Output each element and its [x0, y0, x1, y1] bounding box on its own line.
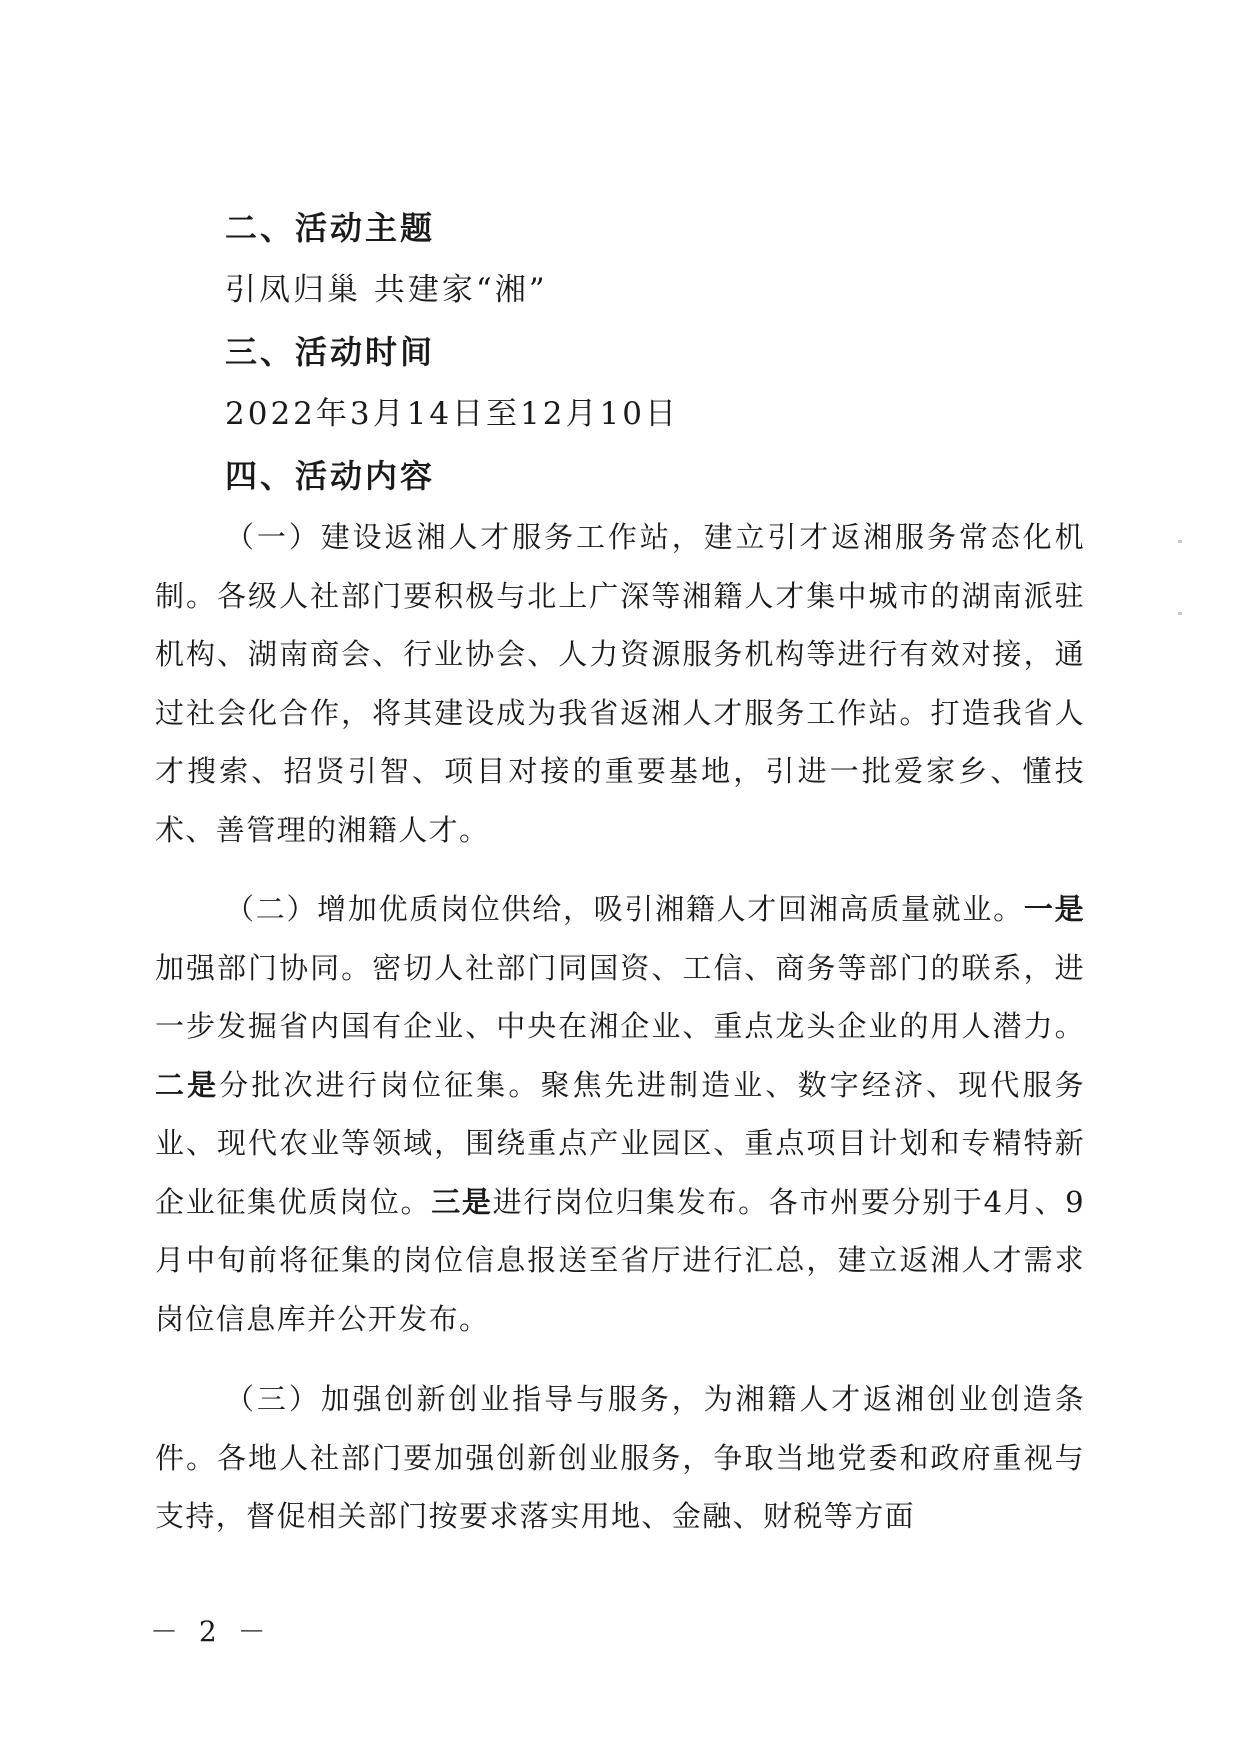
paragraph-1: （一）建设返湘人才服务工作站，建立引才返湘服务常态化机制。各级人社部门要积极与北上广深等湘籍人才集中城市的湖南派驻机构、湖南商会、行业协会、人力资源服务机构等进行有效对接，通过社会化合作，将其建设成为我省返湘人才服务工作站。打造我省人才搜索、招贤引智、项目对接的重要基地，引进一批爱家乡、懂技术、善管理的湘籍人才。: [155, 520, 1085, 847]
heading-activity-theme: 二、活动主题: [225, 209, 436, 247]
activity-time-text: 2022年3月14日至12月10日: [225, 396, 679, 432]
paragraph-2-point-2: 分批次进行岗位征集。聚焦先进制造业、数字经济、现代服务业、现代农业等领域，围绕重点产业园区、重点项目计划和专精特新企业征集优质岗位。: [155, 1067, 1085, 1219]
bold-marker-2: 二是: [155, 1067, 220, 1102]
heading-activity-content: 四、活动内容: [225, 457, 436, 495]
bold-marker-1: 一是: [1023, 892, 1085, 926]
page-number: － 2 －: [150, 1615, 272, 1648]
activity-theme-text: 引凤归巢 共建家“湘”: [225, 272, 548, 308]
paragraph-2: [155, 880, 1085, 1348]
scan-speck: [1178, 540, 1182, 543]
paragraph-2-point-3: 进行岗位归集发布。各市州要分别于4月、9月中旬前将征集的岗位信息报送至省厅进行汇总，建立返湘人才需求岗位信息库并公开发布。: [155, 1184, 1085, 1336]
paragraph-2-intro: （二）增加优质岗位供给，吸引湘籍人才回湘高质量就业。: [225, 892, 1024, 926]
bold-marker-3: 三是: [431, 1184, 493, 1219]
heading-activity-time: 三、活动时间: [225, 333, 436, 371]
paragraph-2-point-1: 加强部门协同。密切人社部门同国资、工信、商务等部门的联系，进一步发掘省内国有企业、中央在湘企业、重点龙头企业的用人潜力。: [155, 950, 1085, 1043]
paragraph-3: （三）加强创新创业指导与服务，为湘籍人才返湘创业创造条件。各地人社部门要加强创新创业服务，争取当地党委和政府重视与支持，督促相关部门按要求落实用地、金融、财税等方面: [155, 1382, 1085, 1533]
scan-speck: [1178, 612, 1182, 615]
